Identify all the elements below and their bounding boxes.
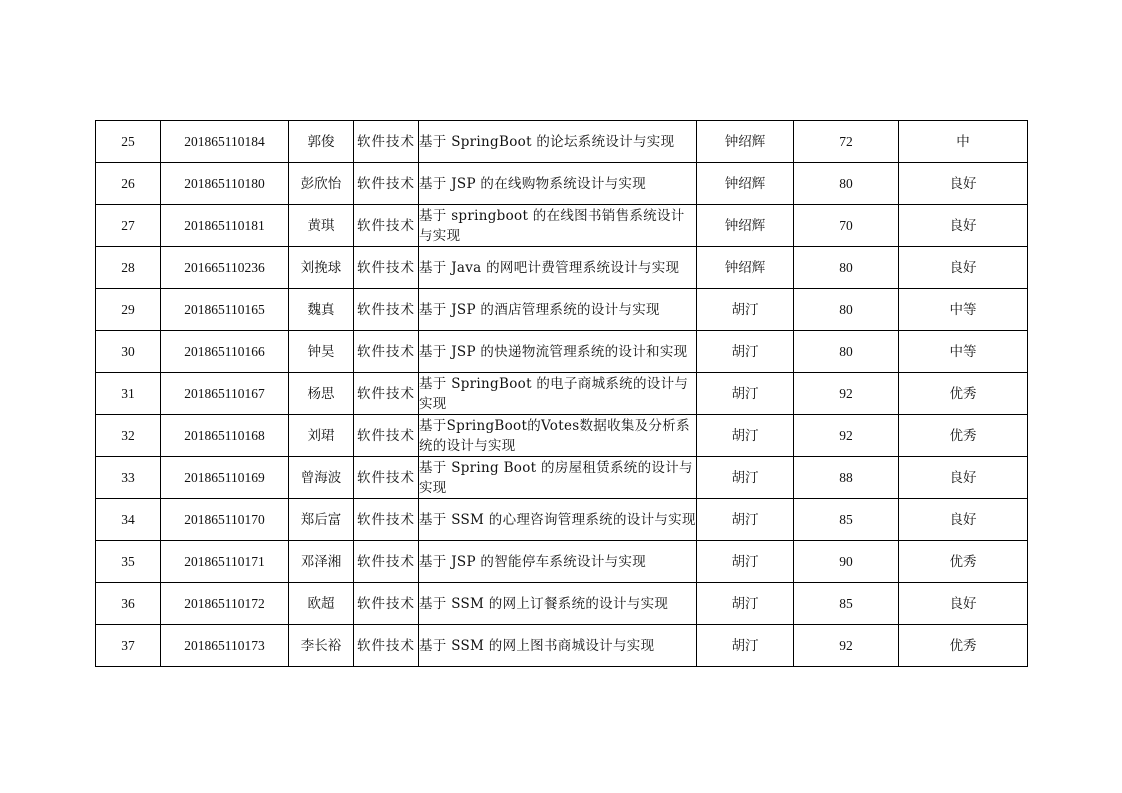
table-row [96,289,1028,331]
row-number: 31 [96,373,161,415]
row-number: 26 [96,163,161,205]
advisor: 钟绍辉 [697,205,794,247]
table-row [96,499,1028,541]
student-name: 刘挽球 [289,247,354,289]
table-row [96,121,1028,163]
student-id: 201665110236 [161,247,289,289]
grade: 中 [899,121,1028,163]
major: 软件技术 [354,205,419,247]
score: 80 [794,247,899,289]
thesis-topic: 基于 SSM 的网上订餐系统的设计与实现 [419,583,697,625]
student-id: 201865110166 [161,331,289,373]
score: 90 [794,541,899,583]
table-row [96,331,1028,373]
grade: 中等 [899,289,1028,331]
student-name: 魏真 [289,289,354,331]
major: 软件技术 [354,247,419,289]
student-name: 邓泽湘 [289,541,354,583]
advisor: 胡汀 [697,289,794,331]
score: 80 [794,331,899,373]
advisor: 胡汀 [697,541,794,583]
table-row [96,415,1028,457]
table-row [96,373,1028,415]
score: 85 [794,499,899,541]
grade: 优秀 [899,415,1028,457]
score: 80 [794,163,899,205]
table-row [96,205,1028,247]
thesis-topic: 基于 SSM 的心理咨询管理系统的设计与实现 [419,499,697,541]
thesis-topic: 基于 SpringBoot 的论坛系统设计与实现 [419,121,697,163]
score: 72 [794,121,899,163]
thesis-topic: 基于 JSP 的智能停车系统设计与实现 [419,541,697,583]
score: 80 [794,289,899,331]
major: 软件技术 [354,289,419,331]
grade: 良好 [899,499,1028,541]
thesis-topic: 基于SpringBoot的Votes数据收集及分析系统的设计与实现 [419,415,697,457]
advisor: 胡汀 [697,331,794,373]
student-name: 黄琪 [289,205,354,247]
score: 92 [794,415,899,457]
advisor: 胡汀 [697,625,794,667]
table-row [96,541,1028,583]
major: 软件技术 [354,625,419,667]
student-id: 201865110180 [161,163,289,205]
thesis-topic: 基于 SSM 的网上图书商城设计与实现 [419,625,697,667]
row-number: 32 [96,415,161,457]
score: 88 [794,457,899,499]
student-id: 201865110165 [161,289,289,331]
advisor: 胡汀 [697,373,794,415]
score: 70 [794,205,899,247]
thesis-topic: 基于 springboot 的在线图书销售系统设计与实现 [419,205,697,247]
grade: 良好 [899,247,1028,289]
student-id: 201865110170 [161,499,289,541]
thesis-topic: 基于 JSP 的在线购物系统设计与实现 [419,163,697,205]
student-name: 欧超 [289,583,354,625]
grade: 优秀 [899,625,1028,667]
score: 92 [794,625,899,667]
student-name: 郑后富 [289,499,354,541]
student-id: 201865110169 [161,457,289,499]
major: 软件技术 [354,373,419,415]
thesis-topic: 基于 SpringBoot 的电子商城系统的设计与实现 [419,373,697,415]
grade: 优秀 [899,541,1028,583]
thesis-topic: 基于 JSP 的快递物流管理系统的设计和实现 [419,331,697,373]
advisor: 胡汀 [697,415,794,457]
major: 软件技术 [354,121,419,163]
row-number: 30 [96,331,161,373]
table-row [96,457,1028,499]
student-name: 彭欣怡 [289,163,354,205]
table-row [96,583,1028,625]
table-body [96,121,1028,667]
student-id: 201865110171 [161,541,289,583]
advisor: 胡汀 [697,457,794,499]
student-name: 钟昊 [289,331,354,373]
row-number: 34 [96,499,161,541]
row-number: 33 [96,457,161,499]
row-number: 36 [96,583,161,625]
major: 软件技术 [354,499,419,541]
thesis-topic: 基于 Java 的网吧计费管理系统设计与实现 [419,247,697,289]
student-id: 201865110184 [161,121,289,163]
student-name: 郭俊 [289,121,354,163]
grade: 良好 [899,205,1028,247]
student-name: 李长裕 [289,625,354,667]
major: 软件技术 [354,331,419,373]
table-row [96,247,1028,289]
grade: 优秀 [899,373,1028,415]
grade: 良好 [899,457,1028,499]
row-number: 25 [96,121,161,163]
row-number: 27 [96,205,161,247]
row-number: 28 [96,247,161,289]
major: 软件技术 [354,457,419,499]
grade: 中等 [899,331,1028,373]
advisor: 胡汀 [697,583,794,625]
major: 软件技术 [354,163,419,205]
student-name: 曾海波 [289,457,354,499]
student-id: 201865110173 [161,625,289,667]
student-id: 201865110172 [161,583,289,625]
score: 85 [794,583,899,625]
advisor: 胡汀 [697,499,794,541]
major: 软件技术 [354,583,419,625]
student-id: 201865110168 [161,415,289,457]
table-row [96,625,1028,667]
grade: 良好 [899,163,1028,205]
row-number: 37 [96,625,161,667]
advisor: 钟绍辉 [697,247,794,289]
table-row [96,163,1028,205]
row-number: 35 [96,541,161,583]
thesis-topic: 基于 Spring Boot 的房屋租赁系统的设计与实现 [419,457,697,499]
grades-table [95,120,1028,667]
advisor: 钟绍辉 [697,121,794,163]
thesis-topic: 基于 JSP 的酒店管理系统的设计与实现 [419,289,697,331]
advisor: 钟绍辉 [697,163,794,205]
score: 92 [794,373,899,415]
major: 软件技术 [354,415,419,457]
row-number: 29 [96,289,161,331]
student-id: 201865110181 [161,205,289,247]
major: 软件技术 [354,541,419,583]
student-name: 杨思 [289,373,354,415]
grade: 良好 [899,583,1028,625]
student-name: 刘珺 [289,415,354,457]
student-id: 201865110167 [161,373,289,415]
